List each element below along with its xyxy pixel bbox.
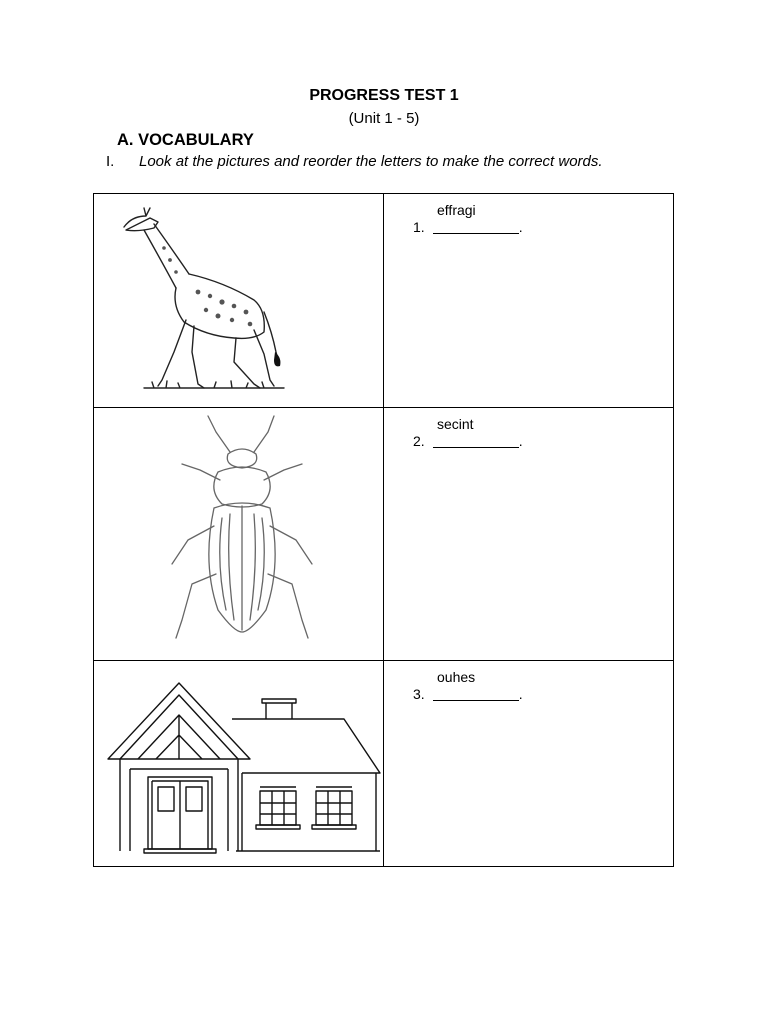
answer-cell [384,194,674,408]
giraffe-drawing [114,202,314,402]
section-heading: A. VOCABULARY [117,131,254,149]
exercise-table [93,193,674,867]
test-title: PROGRESS TEST 1 [309,87,459,104]
answer-suffix: . [518,433,523,449]
answer-blank[interactable] [433,219,519,234]
exercise-row [94,194,674,408]
answer-cell [384,661,674,867]
answer-cell [384,408,674,661]
test-subtitle: (Unit 1 - 5) [348,110,420,127]
exercise-row [94,661,674,867]
picture-cell [94,194,384,408]
scrambled-word: ouhes [437,669,476,685]
scrambled-word: secint [437,416,474,432]
picture-cell [94,408,384,661]
answer-suffix: . [518,219,523,235]
answer-line [413,433,523,449]
instruction-number: I. [106,153,115,170]
item-number: 2. [413,433,425,449]
scrambled-word: effragi [437,202,476,218]
answer-blank[interactable] [433,433,519,448]
answer-line [413,219,523,235]
answer-blank[interactable] [433,686,519,701]
beetle-drawing [142,414,342,654]
answer-line [413,686,523,702]
instruction-text: Look at the pictures and reorder the letters to make the correct words. [139,153,603,170]
house-drawing [104,679,384,859]
item-number: 1. [413,219,425,235]
picture-cell [94,661,384,867]
answer-suffix: . [518,686,523,702]
item-number: 3. [413,686,425,702]
exercise-row [94,408,674,661]
